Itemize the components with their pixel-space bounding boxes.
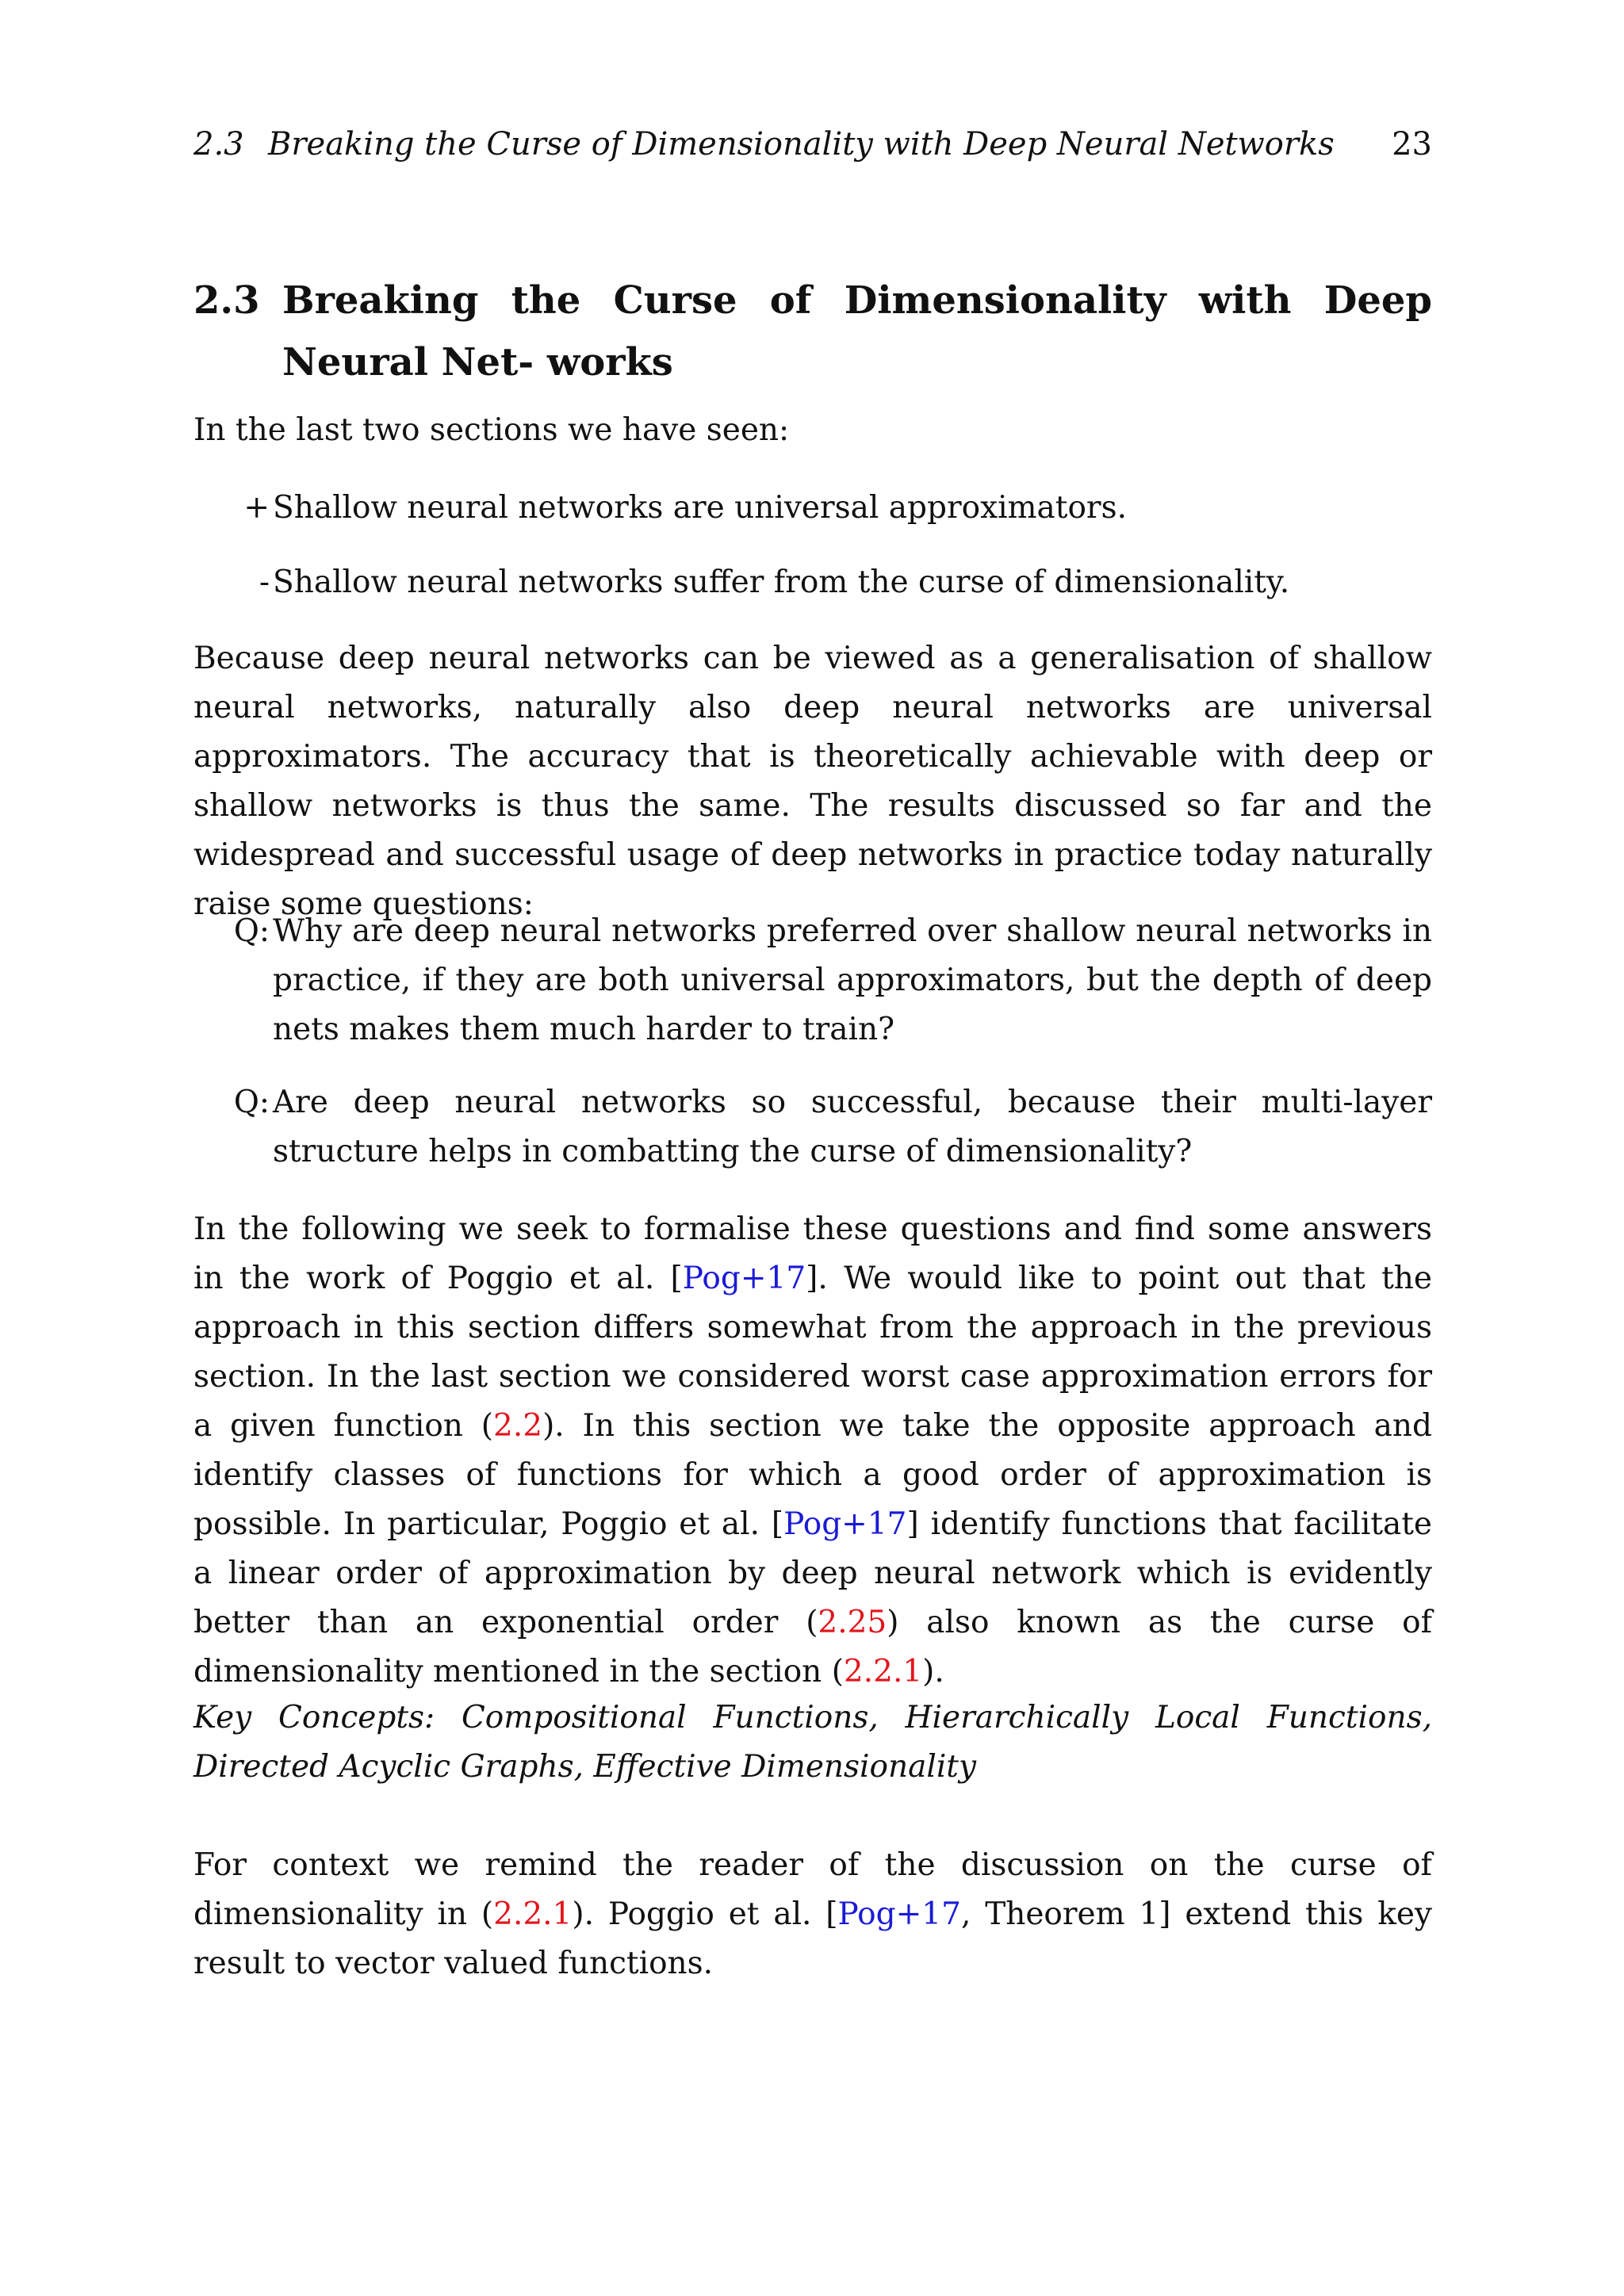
citation-link[interactable]: Pog+17 bbox=[783, 1506, 907, 1542]
minus-marker: - bbox=[259, 564, 270, 600]
section-title: Breaking the Curse of Dimensionality with Deep Neural Net- works bbox=[282, 278, 1432, 385]
list-item-pro bbox=[193, 484, 1432, 533]
section-ref-link[interactable]: 2.2.1 bbox=[843, 1654, 923, 1689]
question-text: Are deep neural networks so successful, because their multi-layer structure helps in combatting the curse of dimensionality? bbox=[273, 1085, 1432, 1169]
paragraph-generalisation: Because deep neural networks can be viewed as a generalisation of shallow neural networks, naturally also deep neural networks are universal approximators. The accuracy that is theoretically achievable with deep or shallow networks is thus the same. The results discussed so far and the widespread and successful usage of deep networks in practice today naturally raise some questions: bbox=[193, 641, 1432, 922]
paragraph-text: For context we remind the reader of the discussion on the curse of dimensionality in ( bbox=[193, 1847, 1432, 1932]
paragraph-text: , Theorem 1] extend this key result to vector valued functions. bbox=[193, 1896, 1432, 1981]
section-number: 2.3 bbox=[193, 278, 260, 323]
paragraph-approach bbox=[193, 1205, 1432, 1697]
list-item-con bbox=[193, 558, 1432, 607]
paragraph-text: ). In this section we take the opposite approach and identify classes of functions for which a good order of approximation is possible. In particular, Poggio et al. [ bbox=[193, 1408, 1432, 1542]
paragraph-text: ). Poggio et al. [ bbox=[572, 1896, 838, 1932]
section-ref-link[interactable]: 2.2 bbox=[493, 1408, 543, 1444]
running-head bbox=[193, 121, 1432, 168]
question-item-1 bbox=[193, 907, 1432, 1054]
paragraph-text: ]. We would like to point out that the approach in this section differs somewhat from the approach in the previous section. In the last section we considered worst case approximation errors for a given function ( bbox=[193, 1261, 1432, 1444]
question-marker: Q: bbox=[233, 913, 270, 949]
running-head-section-title: Breaking the Curse of Dimensionality with Deep Neural Networks bbox=[268, 126, 1335, 163]
question-text: Why are deep neural networks preferred over shallow neural networks in practice, if they are both universal approximators, but the depth of deep nets makes them much harder to train? bbox=[273, 913, 1432, 1047]
running-head-section-number: 2.3 bbox=[193, 126, 244, 163]
key-concepts: Key Concepts: Compositional Functions, Hierarchically Local Functions, Directed Acyclic Graphs, Effective Dimensionality bbox=[193, 1700, 1432, 1785]
paragraph-text: ). bbox=[922, 1654, 944, 1689]
question-item-2 bbox=[193, 1078, 1432, 1177]
citation-link[interactable]: Pog+17 bbox=[837, 1896, 961, 1932]
paragraph-text: ] identify functions that facilitate a linear order of approximation by deep neural network which is evidently better than an exponential order ( bbox=[193, 1506, 1432, 1640]
paragraph-text: In the following we seek to formalise these questions and find some answers in the work of Poggio et al. [ bbox=[193, 1211, 1432, 1296]
paragraph-context bbox=[193, 1841, 1432, 1988]
list-item-text: Shallow neural networks are universal approximators. bbox=[273, 490, 1127, 526]
intro-paragraph: In the last two sections we have seen: bbox=[193, 412, 790, 448]
citation-link[interactable]: Pog+17 bbox=[682, 1261, 806, 1296]
question-marker: Q: bbox=[233, 1085, 270, 1120]
section-ref-link[interactable]: 2.2.1 bbox=[493, 1896, 573, 1932]
paragraph-text: ) also known as the curse of dimensionality mentioned in the section ( bbox=[193, 1605, 1432, 1689]
page bbox=[193, 0, 1432, 2296]
plus-marker: + bbox=[243, 490, 270, 526]
list-item-text: Shallow neural networks suffer from the curse of dimensionality. bbox=[273, 564, 1290, 600]
equation-ref-link[interactable]: 2.25 bbox=[818, 1605, 887, 1640]
section-heading bbox=[193, 270, 1432, 393]
page-number: 23 bbox=[1392, 126, 1432, 163]
